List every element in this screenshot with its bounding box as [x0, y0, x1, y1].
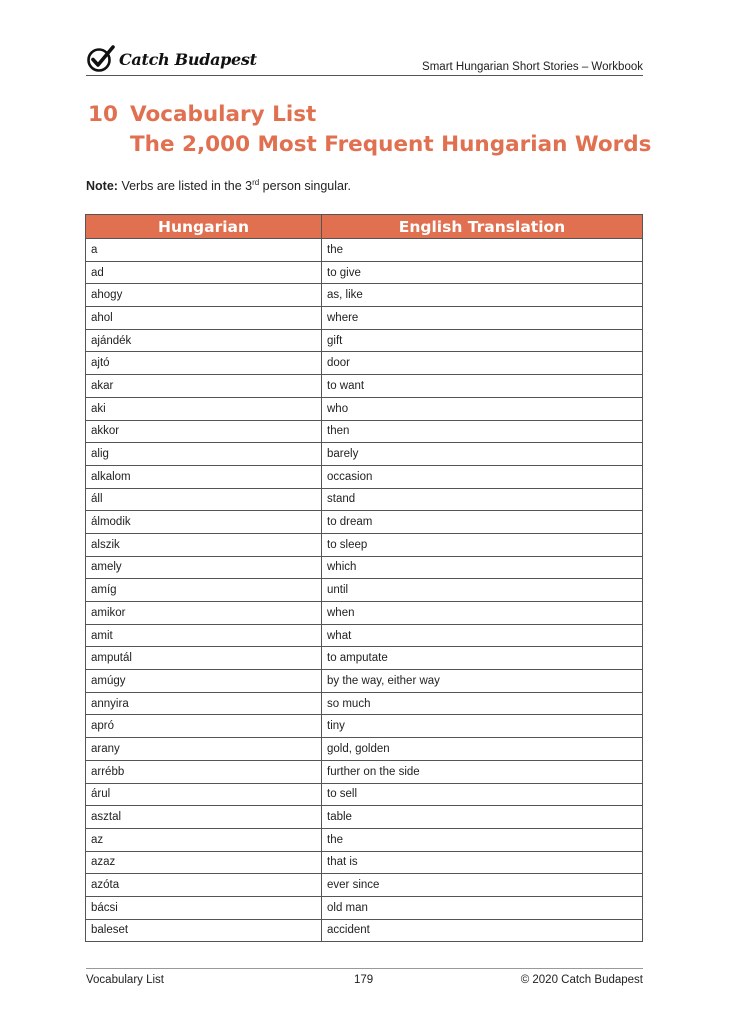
footer-section-title: Vocabulary List: [86, 974, 164, 986]
table-row: [86, 511, 643, 534]
hungarian-cell: árul: [86, 783, 322, 806]
english-cell: when: [322, 602, 643, 625]
english-cell: what: [322, 624, 643, 647]
hungarian-cell: aki: [86, 397, 322, 420]
hungarian-cell: a: [86, 239, 322, 262]
table-row: [86, 307, 643, 330]
table-row: [86, 851, 643, 874]
english-cell: the: [322, 828, 643, 851]
english-cell: occasion: [322, 465, 643, 488]
english-cell: stand: [322, 488, 643, 511]
column-header-english: English Translation: [322, 215, 643, 239]
english-cell: ever since: [322, 874, 643, 897]
table-row: [86, 465, 643, 488]
table-row: [86, 692, 643, 715]
english-cell: to sell: [322, 783, 643, 806]
english-cell: until: [322, 579, 643, 602]
table-row: [86, 556, 643, 579]
hungarian-cell: annyira: [86, 692, 322, 715]
english-cell: to give: [322, 261, 643, 284]
hungarian-cell: az: [86, 828, 322, 851]
chapter-title-line1: Vocabulary List: [130, 102, 317, 127]
checkmark-logo-icon: [86, 44, 116, 74]
english-cell: where: [322, 307, 643, 330]
table-row: [86, 715, 643, 738]
english-cell: which: [322, 556, 643, 579]
table-row: [86, 670, 643, 693]
hungarian-cell: ajándék: [86, 329, 322, 352]
table-body: [86, 239, 643, 942]
hungarian-cell: akkor: [86, 420, 322, 443]
english-cell: to dream: [322, 511, 643, 534]
table-row: [86, 284, 643, 307]
hungarian-cell: amit: [86, 624, 322, 647]
hungarian-cell: ahogy: [86, 284, 322, 307]
table-row: [86, 533, 643, 556]
hungarian-cell: alig: [86, 443, 322, 466]
hungarian-cell: ad: [86, 261, 322, 284]
english-cell: old man: [322, 896, 643, 919]
table-row: [86, 375, 643, 398]
column-header-hungarian: Hungarian: [86, 215, 322, 239]
hungarian-cell: akar: [86, 375, 322, 398]
english-cell: gift: [322, 329, 643, 352]
table-row: [86, 624, 643, 647]
hungarian-cell: álmodik: [86, 511, 322, 534]
english-cell: then: [322, 420, 643, 443]
logo-text: Catch Budapest: [119, 49, 257, 69]
table-row: [86, 329, 643, 352]
english-cell: tiny: [322, 715, 643, 738]
table-row: [86, 919, 643, 942]
hungarian-cell: alszik: [86, 533, 322, 556]
hungarian-cell: amikor: [86, 602, 322, 625]
english-cell: that is: [322, 851, 643, 874]
hungarian-cell: amíg: [86, 579, 322, 602]
vocabulary-table: [85, 214, 643, 942]
book-title: Smart Hungarian Short Stories – Workbook: [422, 61, 643, 73]
english-cell: who: [322, 397, 643, 420]
page-footer: [86, 968, 643, 991]
english-cell: door: [322, 352, 643, 375]
hungarian-cell: azóta: [86, 874, 322, 897]
table-header-row: [86, 215, 643, 239]
english-cell: to amputate: [322, 647, 643, 670]
note-label: Note:: [86, 179, 118, 193]
page-number: 179: [354, 974, 374, 986]
hungarian-cell: baleset: [86, 919, 322, 942]
table-row: [86, 806, 643, 829]
english-cell: further on the side: [322, 760, 643, 783]
hungarian-cell: amúgy: [86, 670, 322, 693]
english-cell: gold, golden: [322, 738, 643, 761]
table-row: [86, 261, 643, 284]
english-cell: to sleep: [322, 533, 643, 556]
hungarian-cell: apró: [86, 715, 322, 738]
footer-copyright: © 2020 Catch Budapest: [520, 974, 643, 986]
note-superscript: rd: [252, 178, 260, 187]
table-row: [86, 443, 643, 466]
chapter-title-line2: The 2,000 Most Frequent Hungarian Words: [130, 132, 652, 157]
table-row: [86, 828, 643, 851]
english-cell: barely: [322, 443, 643, 466]
hungarian-cell: azaz: [86, 851, 322, 874]
table-row: [86, 783, 643, 806]
note-text-after: person singular.: [259, 179, 351, 193]
hungarian-cell: ajtó: [86, 352, 322, 375]
hungarian-cell: amputál: [86, 647, 322, 670]
note-text-before: Verbs are listed in the 3: [121, 179, 253, 193]
chapter-number: 10: [88, 102, 118, 127]
hungarian-cell: bácsi: [86, 896, 322, 919]
english-cell: so much: [322, 692, 643, 715]
english-cell: table: [322, 806, 643, 829]
english-cell: as, like: [322, 284, 643, 307]
table-row: [86, 647, 643, 670]
page-header: [86, 42, 643, 76]
english-cell: accident: [322, 919, 643, 942]
hungarian-cell: asztal: [86, 806, 322, 829]
hungarian-cell: arany: [86, 738, 322, 761]
hungarian-cell: alkalom: [86, 465, 322, 488]
table-row: [86, 488, 643, 511]
table-row: [86, 874, 643, 897]
english-cell: the: [322, 239, 643, 262]
table-row: [86, 420, 643, 443]
hungarian-cell: amely: [86, 556, 322, 579]
hungarian-cell: ahol: [86, 307, 322, 330]
note: [86, 178, 351, 193]
table-row: [86, 896, 643, 919]
english-cell: by the way, either way: [322, 670, 643, 693]
table-row: [86, 239, 643, 262]
table-row: [86, 738, 643, 761]
table-row: [86, 352, 643, 375]
hungarian-cell: arrébb: [86, 760, 322, 783]
chapter-heading: [88, 100, 651, 160]
hungarian-cell: áll: [86, 488, 322, 511]
english-cell: to want: [322, 375, 643, 398]
table-row: [86, 760, 643, 783]
logo: [86, 44, 257, 74]
table-row: [86, 579, 643, 602]
table-row: [86, 397, 643, 420]
table-row: [86, 602, 643, 625]
